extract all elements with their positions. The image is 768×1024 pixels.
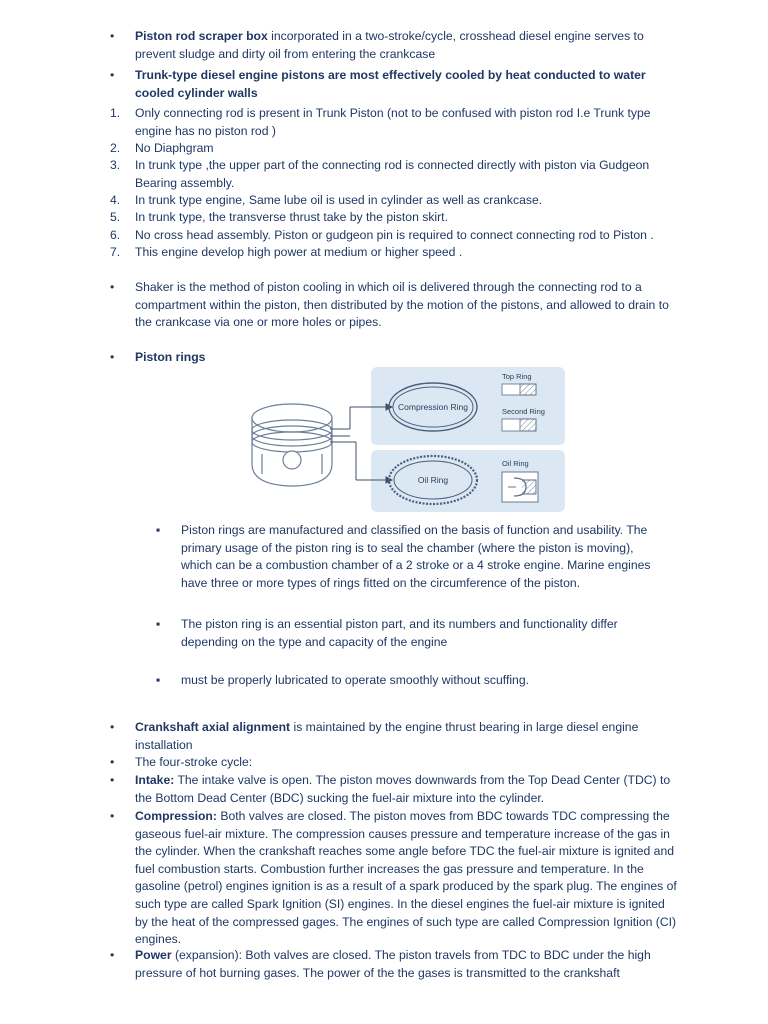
compression-ring-label: Compression Ring — [398, 402, 468, 412]
bullet-marker: • — [110, 755, 115, 769]
item-text: Only connecting rod is present in Trunk Piston (not to be confused with piston rod I.e Trunk type engine has no piston rod ) — [135, 106, 651, 138]
item-number: 5. — [110, 210, 121, 224]
square-bullet-marker: ▪ — [156, 617, 161, 631]
item-text: must be properly lubricated to operate smoothly without scuffing. — [181, 673, 529, 687]
item-text: In trunk type ,the upper part of the connecting rod is connected directly with piston via Gudgeon Bearing assembly. — [135, 158, 650, 190]
bold-lead: Intake: — [135, 773, 175, 787]
bullet-marker: • — [110, 68, 115, 82]
bullet-marker: • — [110, 350, 115, 364]
item-text: incorporated in a two-stroke/cycle, crosshead diesel engine serves to prevent sludge and dirty oil from entering the crankcase — [135, 29, 644, 61]
item-text: The four-stroke cycle: — [135, 755, 253, 769]
oil-ring-section-icon — [502, 472, 538, 502]
square-bullet-marker: ▪ — [156, 523, 161, 537]
bullet-marker: • — [110, 773, 115, 787]
item-text: (expansion): Both valves are closed. The piston travels from TDC to BDC under the high pressure of hot burning gases. The power of the the gases is transmitted to the crankshaft — [135, 948, 651, 980]
bold-lead: Piston rod scraper box — [135, 29, 268, 43]
item-text: In trunk type engine, Same lube oil is used in cylinder as well as crankcase. — [135, 193, 543, 207]
bold-lead: Power — [135, 948, 172, 962]
bold-lead: Crankshaft axial alignment — [135, 720, 291, 734]
second-ring-section-icon — [502, 419, 536, 431]
oil-ring-small-label: Oil Ring — [502, 459, 529, 468]
top-ring-label: Top Ring — [502, 372, 532, 381]
item-text: No cross head assembly. Piston or gudgeon pin is required to connect connecting rod to Piston . — [135, 228, 654, 242]
item-text: is maintained by the engine thrust bearing in large diesel engine installation — [135, 720, 639, 752]
bullet-marker: • — [110, 29, 115, 43]
bold-lead: Trunk-type diesel engine pistons are most effectively cooled by heat conducted to water cooled cylinder walls — [135, 68, 646, 100]
item-text: Piston rings are manufactured and classified on the basis of function and usability. The primary usage of the piston ring is to seal the chamber (where the piston is moving), which can be a combustion chamber of a 2 stroke or a 4 stroke engine. Marine engines have three or more types of rings fitted on the circumference of the piston. — [181, 523, 651, 590]
bold-lead: Compression: — [135, 809, 217, 823]
item-text: The intake valve is open. The piston moves downwards from the Top Dead Center (TDC) to the Bottom Dead Center (BDC) sucking the fuel-air mixture into the cylinder. — [135, 773, 671, 805]
section-heading: Piston rings — [135, 350, 206, 364]
item-text: Both valves are closed. The piston moves from BDC towards TDC compressing the gaseous fuel-air mixture. The compression causes pressure and temperature increase of the gas in the cylinder. When the crankshaft reaches some angle before TDC the fuel-air mixture is ignited and fuel combustion starts. Combustion further increases the gas pressure and temperature. In the gasoline (petrol) engines ignition is as a result of a spark produced by the spark plug. The engines of such type are called Spark Ignition (SI) engines. In the diesel engines the fuel-air mixture is ignited by the heat of the compressed gages. The engines of such type are called Compression Ignition (CI) engines. — [135, 809, 677, 947]
piston-ring-diagram — [240, 362, 570, 517]
item-text: The piston ring is an essential piston part, and its numbers and functionality differ depending on the type and capacity of the engine — [181, 617, 618, 649]
item-text: In trunk type, the transverse thrust take by the piston skirt. — [135, 210, 448, 224]
bullet-marker: • — [110, 948, 115, 962]
item-text: This engine develop high power at medium or higher speed . — [135, 245, 463, 259]
bullet-marker: • — [110, 280, 115, 294]
item-number: 3. — [110, 158, 121, 172]
item-number: 1. — [110, 106, 121, 120]
piston-icon — [252, 404, 332, 486]
item-number: 6. — [110, 228, 121, 242]
item-number: 7. — [110, 245, 121, 259]
second-ring-label: Second Ring — [502, 407, 545, 416]
top-ring-section-icon — [502, 384, 536, 395]
oil-ring-label: Oil Ring — [417, 475, 449, 485]
item-text: No Diaphgram — [135, 141, 214, 155]
bullet-marker: • — [110, 809, 115, 823]
item-text: Shaker is the method of piston cooling in which oil is delivered through the connecting rod to a compartment within the piston, then distributed by the motion of the pistons, and allowed to drain to the crankcase via one or more holes or pipes. — [135, 280, 669, 330]
square-bullet-marker: ▪ — [156, 673, 161, 687]
bullet-marker: • — [110, 720, 115, 734]
item-number: 2. — [110, 141, 121, 155]
item-number: 4. — [110, 193, 121, 207]
